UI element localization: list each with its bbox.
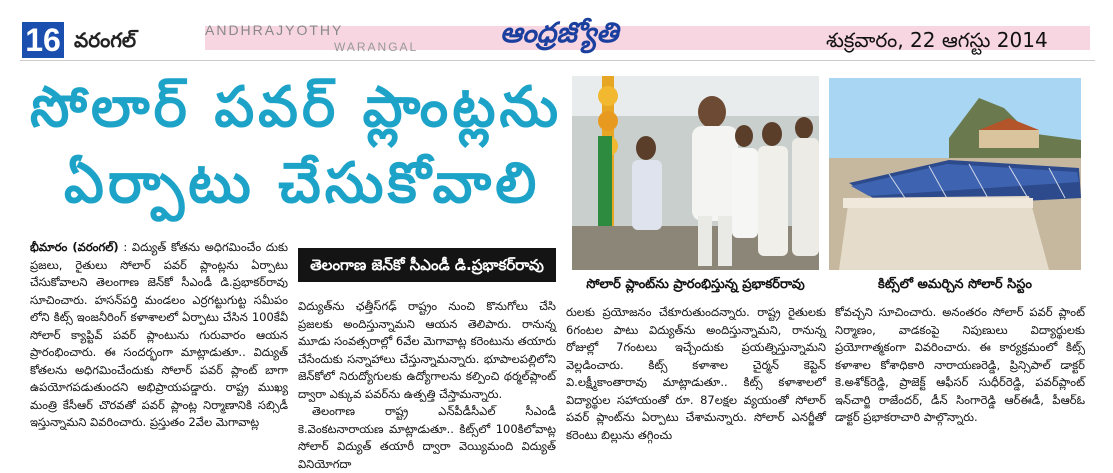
edition-name: వరంగల్ [74,28,137,52]
article-text-2b: తెలంగాణ రాష్ట్ర ఎన్‌పీడీసీఎల్ సీఎండీ కె.వెంకటనారాయణ మాట్లాడుతూ.. కిట్స్‌లో 100కిలోవాట్ల సోలార్ విద్యుత్ తయారీ ద్వారా వెయ్యిమంది విద్యుత్ వినియోగదా [298,404,556,471]
article-column-4 [835,304,1085,438]
page-number: 16 [22,22,64,58]
masthead-english: ANDHRAJYOTHY [205,22,344,38]
article-text-4: కోవచ్చని సూచించారు. అనంతరం సోలార్ పవర్ ప్లాంట్ నిర్మాణం, వాడకంపై నిపుణులు విద్యార్థులకు ప్రయోగాత్మకంగా వివరించారు. ఈ కార్యక్రమంలో కిట్స్ కళాశాల కోశాధికారి నారాయణరెడ్డి, ప్రిన్సిపాల్ డాక్టర్ కె.అశోక్‌రెడ్డి, ప్రాజెక్ట్ ఆఫీసర్ సుధీర్‌రెడ్డి, పవర్‌ప్లాంట్ ఇన్‌చార్జి రాజేందర్, డీన్ సింగారెడ్డి ఆర్‌ఈడీ, పీఆర్‌ఓ డాక్టర్ ప్రభాకరాచారి పాల్గొన్నారు. [835,305,1085,424]
photo-solar-panels [829,78,1081,270]
photo-solar-panels-caption: కిట్స్‌లో అమర్చిన సోలార్ సిస్టం [829,270,1081,300]
photo-inauguration-graphic [572,76,819,270]
article-text-3: రులకు ప్రయోజనం చేకూరుతుందన్నారు. రాష్ట్ర రైతులకు 6గంటల పాటు విద్యుత్‌ను అందిస్తున్నామని, రానున్న రోజుల్లో 7గంటలు ఇచ్చేందుకు ప్రయత్నిస్తున్నామని వెల్లడించారు. కిట్స్ కళాశాల చైర్మన్ కెప్టెన్ వి.లక్ష్మీకాంతారావు మాట్లాడుతూ.. కిట్స్ కళాశాలలో విద్యార్థుల సహాయంతో రూ. 87లక్షల వ్యయంతో సోలార్ పవర్ ప్లాంట్‌ను ఏర్పాటు చేశామన్నారు. సోలార్ ఎనర్జీతో కరెంటు బిల్లును తగ్గించు [566,305,826,442]
article-text-2a: విద్యుత్‌ను ఛత్తీస్‌గఢ్ రాష్ట్రం నుంచి కొనుగోలు చేసి ప్రజలకు అందిస్తున్నామని ఆయన తెలిపారు. రానున్న మూడు సంవత్సరాల్లో 6వేల మెగావాట్ల కరెంటును తయారు చేసేందుకు సన్నాహాలు చేస్తున్నామన్నారు. భూపాలపల్లిలోని జెన్‌కోలో నిరుద్యోగులకు ఉద్యోగాలను కల్పించి థర్మల్‌ప్లాంట్ ద్వారా ఎక్కువ పవర్‌ను ఉత్పత్తి చేస్తామన్నారు. [298,299,556,401]
article-dateline: భీమారం (వరంగల్) [30,240,119,254]
masthead-edition-english: WARANGAL [334,40,419,54]
photo-inauguration [572,76,819,270]
article-column-1 [30,239,288,439]
page-header [0,0,1113,58]
article-subhead: తెలంగాణ జెన్‌కో సీఎండీ డి.ప్రభాకర్‌రావు [298,248,556,282]
issue-date: శుక్రవారం, 22 ఆగస్టు 2014 [826,28,1048,52]
header-rule [20,60,1095,61]
masthead-logo: ఆంధ్రజ్యోతి [500,16,619,49]
article-column-3 [566,304,826,442]
photo-inauguration-caption: సోలార్ ప్లాంట్‌ను ప్రారంభిస్తున్న ప్రభాకర్‌రావు [572,270,819,300]
article-column-2 [298,298,556,471]
article-text-1: : విద్యుత్ కోతను అధిగమించేం దుకు ప్రజలు, రైతులు సోలార్ పవర్ ప్లాంట్లను ఏర్పాటు చేసుకోవాలని తెలంగాణ జెన్‌కో సీఎండీ డి.ప్రభాకర్‌రావు సూచించారు. హసన్‌పర్తి మండలం ఎర్రగట్టుగుట్ట సమీపం లోని కిట్స్ ఇంజనీరింగ్ కళాశాలలో ఏర్పాటు చేసిన 100కేవీ సోలార్ క్యాప్టివ్ పవర్ ప్లాంటును గురువారం ఆయన ప్రారంభించారు. ఈ సందర్భంగా మాట్లాడుతూ.. విద్యుత్ కోతలను అధిగమించేందుకు సోలార్ పవర్ ప్లాంట్ బాగా ఉపయోగపడుతుందని అభిప్రాయపడ్డారు. రాష్ట్ర ముఖ్య మంత్రి కేసీఆర్ చొరవతో పవర్ ప్లాంట్ల నిర్మాణానికి సబ్సిడీ ఇస్తున్నామని వివరించారు. ప్రస్తుతం 2వేల మెగావాట్ల [30,240,289,429]
headline-line-1: సోలార్ పవర్ ప్లాంట్లను [30,75,563,140]
headline [30,70,563,222]
headline-line-2: ఏర్పాటు చేసుకోవాలి [64,151,541,216]
photo-solar-panels-graphic [829,78,1081,270]
